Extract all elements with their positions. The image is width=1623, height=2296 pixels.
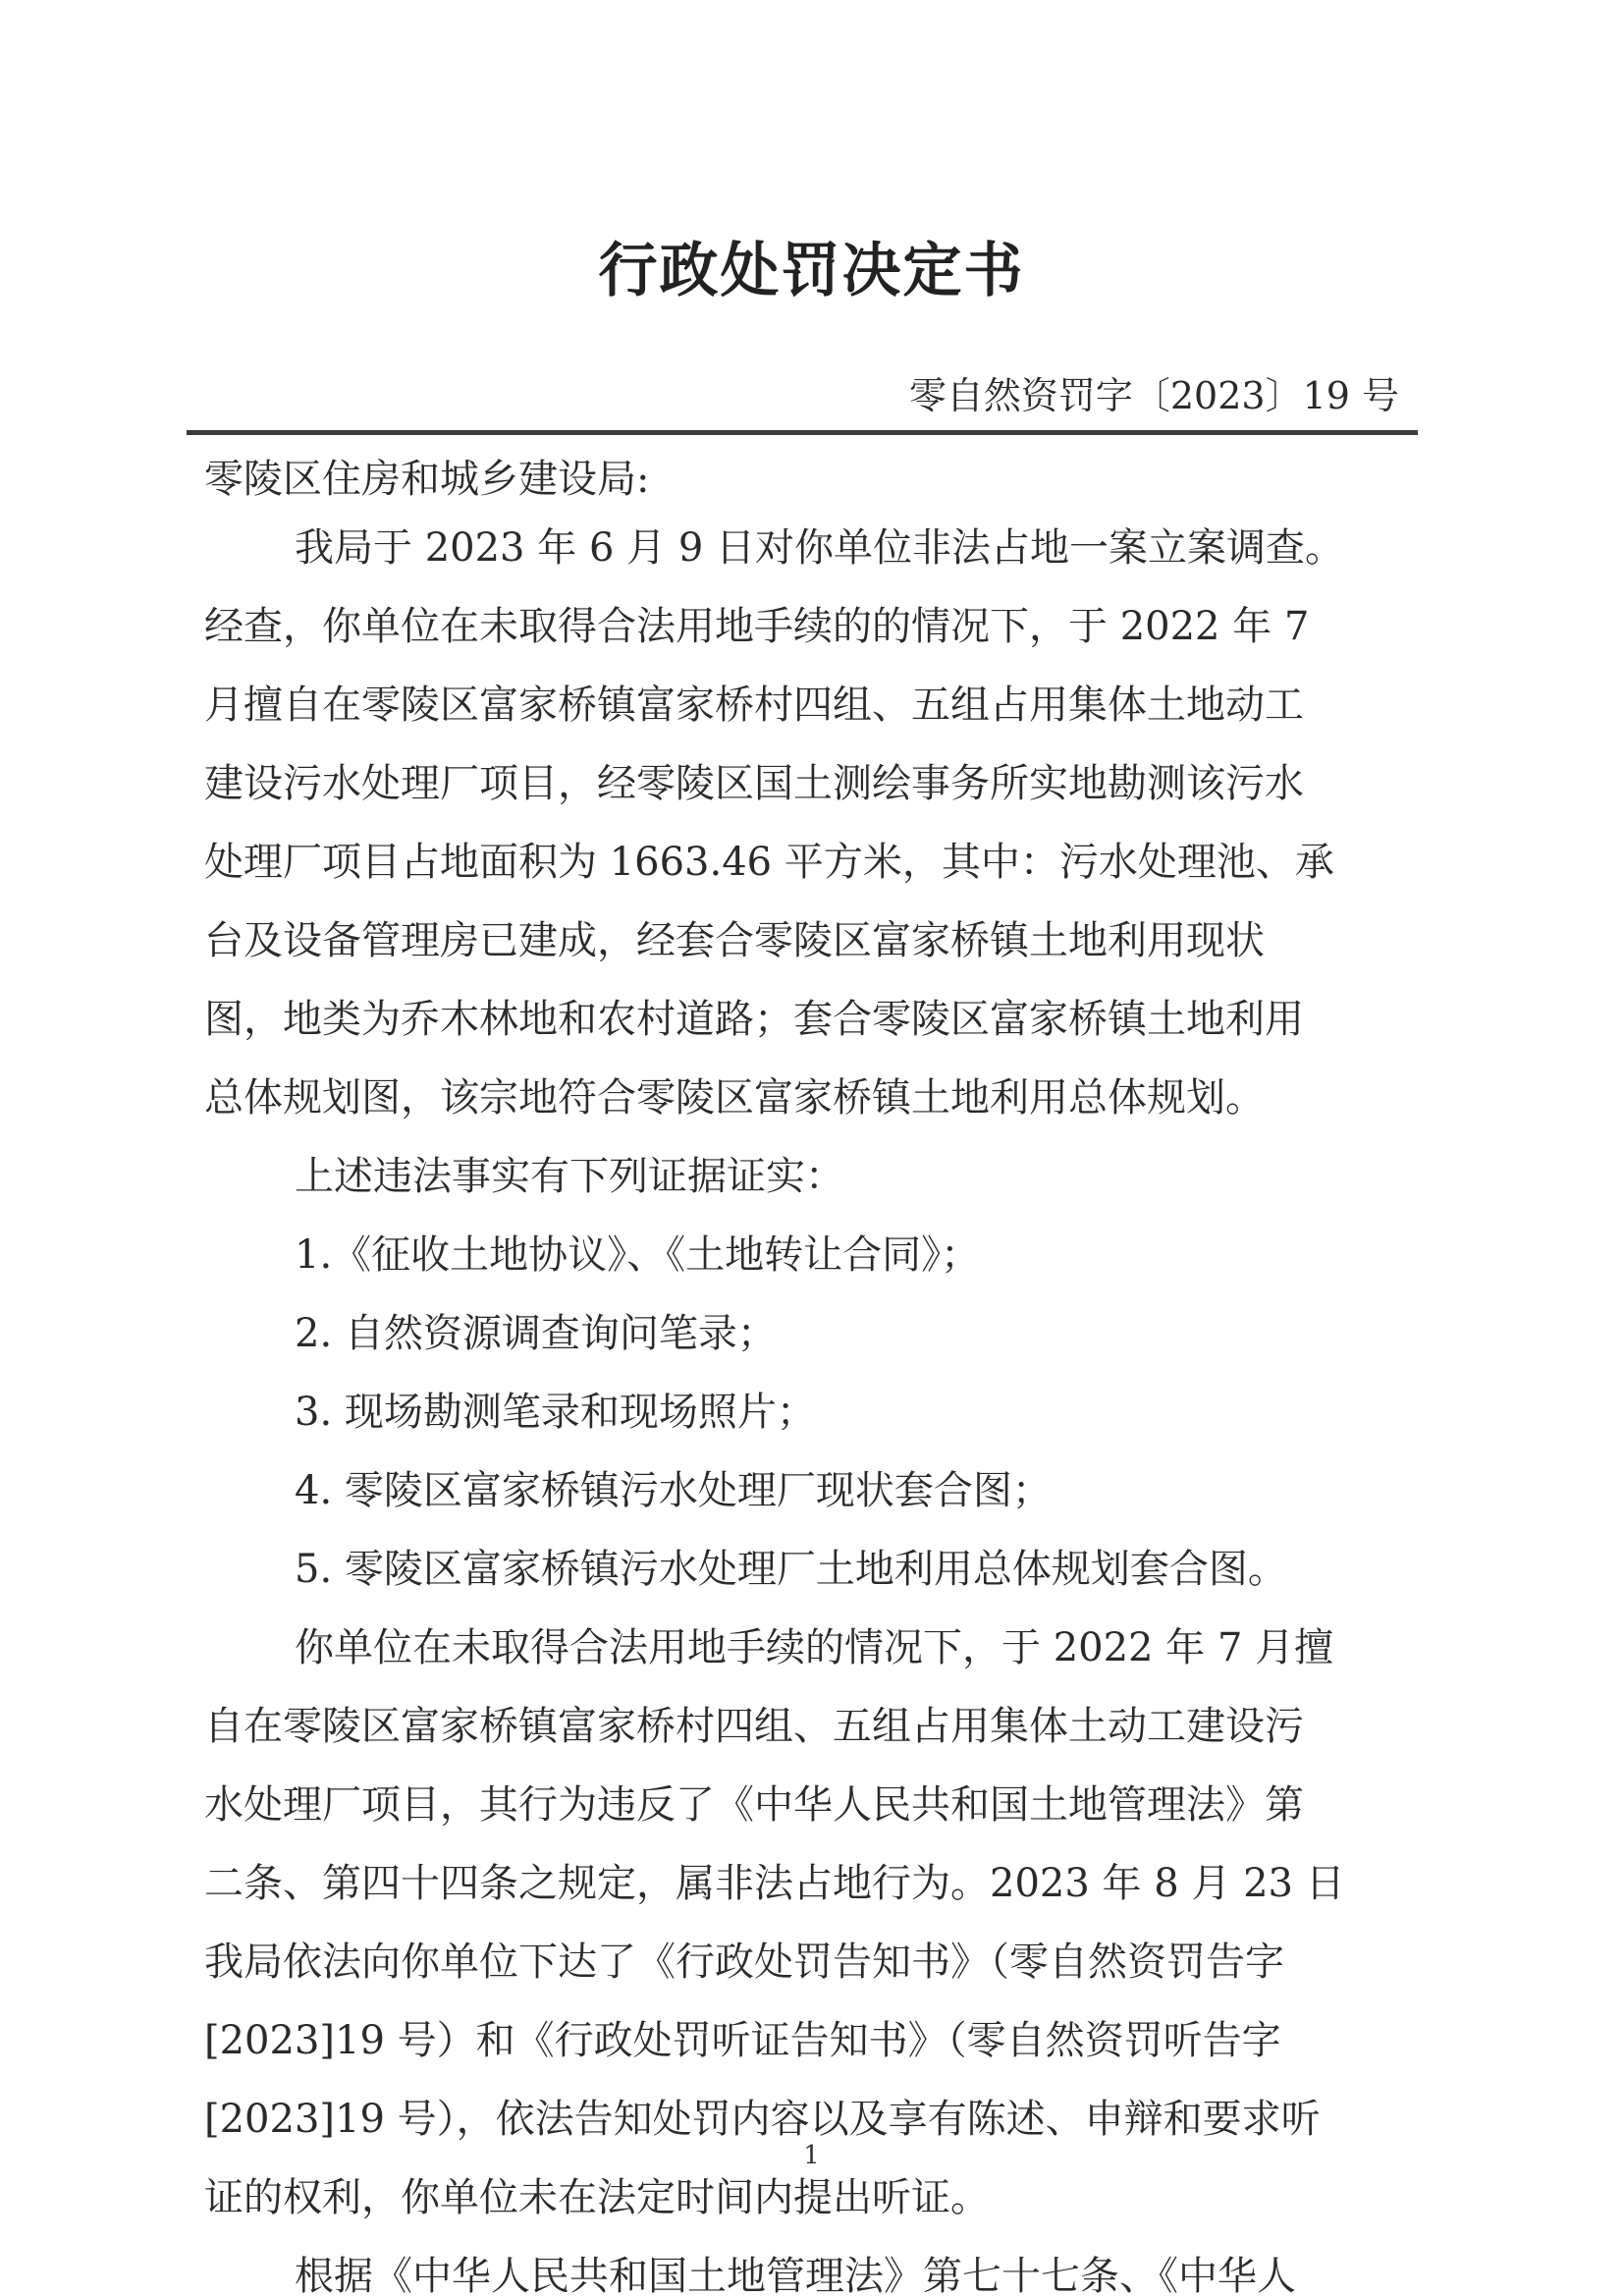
body-line: 证的权利，你单位未在法定时间内提出听证。 [204, 2175, 990, 2220]
evidence-item: 1.《征收土地协议》、《土地转让合同》； [295, 1232, 981, 1278]
body-line: 我局于 2023 年 6 月 9 日对你单位非法占地一案立案调查。 [295, 525, 1344, 571]
body-line: 你单位在未取得合法用地手续的情况下，于 2022 年 7 月擅 [295, 1625, 1334, 1670]
evidence-item: 4. 零陵区富家桥镇污水处理厂现状套合图； [295, 1468, 1052, 1513]
body-line: 自在零陵区富家桥镇富家桥村四组、五组占用集体土动工建设污 [204, 1704, 1304, 1749]
evidence-item: 3. 现场勘测笔录和现场照片； [295, 1390, 816, 1435]
body-line: 水处理厂项目，其行为违反了《中华人民共和国土地管理法》第 [204, 1782, 1304, 1828]
evidence-item: 5. 零陵区富家桥镇污水处理厂土地利用总体规划套合图。 [295, 1547, 1287, 1592]
header-divider [187, 430, 1418, 435]
body-line: 根据《中华人民共和国土地管理法》第七十七条、《中华人 [295, 2254, 1296, 2296]
body-line: 二条、第四十四条之规定，属非法占地行为。2023 年 8 月 23 日 [204, 1861, 1345, 1906]
document-body [204, 509, 1412, 2296]
body-line: 处理厂项目占地面积为 1663.46 平方米，其中：污水处理池、承 [204, 840, 1334, 885]
evidence-item: 2. 自然资源调查询问笔录； [295, 1311, 777, 1356]
body-line: [2023]19 号）和《行政处罚听证告知书》（零自然资罚听告字 [204, 2018, 1281, 2063]
body-line: [2023]19 号），依法告知处罚内容以及享有陈述、申辩和要求听 [204, 2097, 1321, 2142]
document-number: 零自然资罚字〔2023〕19 号 [908, 374, 1399, 417]
document-title: 行政处罚决定书 [598, 237, 1025, 305]
body-line: 月擅自在零陵区富家桥镇富家桥村四组、五组占用集体土地动工 [204, 683, 1304, 728]
body-line: 图，地类为乔木林地和农村道路；套合零陵区富家桥镇土地利用 [204, 997, 1304, 1042]
body-line: 台及设备管理房已建成，经套合零陵区富家桥镇土地利用现状 [204, 918, 1265, 963]
page-number: 1 [803, 2141, 820, 2170]
body-line: 经查，你单位在未取得合法用地手续的的情况下，于 2022 年 7 [204, 604, 1310, 649]
body-line: 我局依法向你单位下达了《行政处罚告知书》（零自然资罚告字 [204, 1940, 1284, 1985]
addressee: 零陵区住房和城乡建设局: [204, 457, 650, 502]
body-line: 建设污水处理厂项目，经零陵区国土测绘事务所实地勘测该污水 [204, 761, 1304, 806]
body-line: 上述违法事实有下列证据证实： [295, 1154, 844, 1199]
body-line: 总体规划图，该宗地符合零陵区富家桥镇土地利用总体规划。 [204, 1075, 1265, 1121]
